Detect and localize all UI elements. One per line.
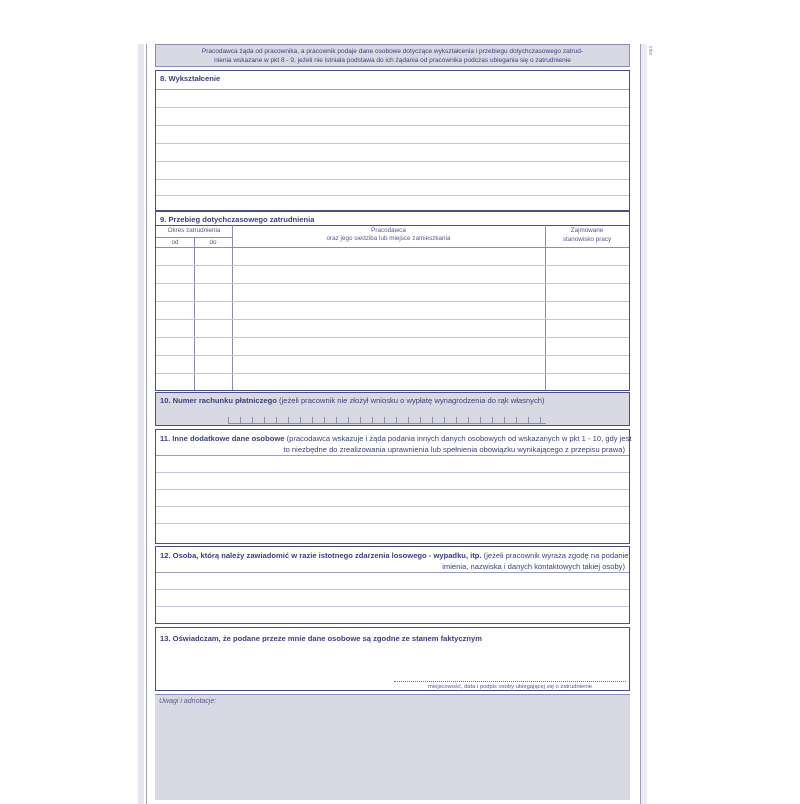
section-12-note-2: imienia, nazwiska i danych kontaktowych takiej osoby) xyxy=(442,562,625,571)
education-line[interactable] xyxy=(156,125,629,126)
section-11-title-line1 xyxy=(160,434,631,443)
edge-mark: inter xyxy=(647,46,653,56)
other-data-line[interactable] xyxy=(156,455,629,456)
table-header-bottom xyxy=(156,247,629,248)
table-row[interactable] xyxy=(156,283,629,284)
remarks-label: Uwagi i adnotacje: xyxy=(159,698,217,705)
education-line[interactable] xyxy=(156,143,629,144)
notice-line-2: nienia wskazane w pkt 8 - 9, jeżeli nie istniała podstawa do ich żądania od pracownika podczas ubiegania się o zatrudnienie xyxy=(214,57,571,64)
page-right-edge xyxy=(641,44,647,804)
table-row[interactable] xyxy=(156,337,629,338)
col-from-header: od xyxy=(171,239,179,246)
col-divider-from-to xyxy=(194,237,195,390)
education-line[interactable] xyxy=(156,89,629,90)
section-12-note-1: (jeżeli pracownik wyraża zgodę na podanie xyxy=(483,551,629,560)
col-position-header-line1: Zajmowane xyxy=(570,227,604,234)
col-divider-period-employer xyxy=(232,225,233,390)
col-employer-header-line2: oraz jego siedziba lub miejsce zamieszkania xyxy=(326,235,451,242)
notice-banner xyxy=(155,44,630,67)
section-12-emergency-contact xyxy=(155,546,630,624)
contact-line[interactable] xyxy=(156,572,629,573)
signature-caption: miejscowość, data i podpis osoby ubiegającej się o zatrudnienie xyxy=(427,684,593,690)
col-period-header: Okres zatrudnienia xyxy=(167,227,221,234)
education-line[interactable] xyxy=(156,179,629,180)
section-10-note: (jeżeli pracownik nie złożył wniosku o wypłatę wynagrodzenia do rąk własnych) xyxy=(279,396,545,405)
section-11-note-line2 xyxy=(283,445,625,454)
contact-line[interactable] xyxy=(156,589,629,590)
table-row[interactable] xyxy=(156,373,629,374)
section-12-note-line2 xyxy=(442,562,625,571)
col-position-header-line2: stanowisko pracy xyxy=(562,236,612,243)
other-data-line[interactable] xyxy=(156,506,629,507)
section-12-title-text: 12. Osoba, którą należy zawiadomić w razie istotnego zdarzenia losowego - wypadku, itp. xyxy=(160,551,482,560)
page-left-binding-line xyxy=(146,44,147,804)
section-13-declaration xyxy=(155,627,630,691)
section-11-note-2: to niezbędne do zrealizowania uprawnienia lub spełnienia obowiązku wynikającego z przepisu prawa) xyxy=(283,445,625,454)
section-10-title xyxy=(160,396,545,405)
section-11-other-data xyxy=(155,429,630,544)
signature-line[interactable] xyxy=(394,681,626,682)
section-13-title: 13. Oświadczam, że podane przeze mnie dane osobowe są zgodne ze stanem faktycznym xyxy=(160,634,482,643)
section-8-title: 8. Wykształcenie xyxy=(160,74,221,83)
other-data-line[interactable] xyxy=(156,523,629,524)
other-data-line[interactable] xyxy=(156,489,629,490)
col-to-header: do xyxy=(209,239,217,246)
table-row[interactable] xyxy=(156,355,629,356)
section-11-title-text: 11. Inne dodatkowe dane osobowe xyxy=(160,434,285,443)
section-10-bank-account xyxy=(155,392,630,426)
section-12-title-line1 xyxy=(160,551,628,560)
table-row[interactable] xyxy=(156,265,629,266)
education-line[interactable] xyxy=(156,107,629,108)
col-employer-header-line1: Pracodawca xyxy=(371,227,406,234)
account-number-field[interactable] xyxy=(228,417,546,424)
table-row[interactable] xyxy=(156,319,629,320)
other-data-line[interactable] xyxy=(156,472,629,473)
page-left-edge xyxy=(138,44,144,804)
contact-line[interactable] xyxy=(156,606,629,607)
table-row[interactable] xyxy=(156,301,629,302)
section-9-employment-history xyxy=(155,211,630,391)
education-line[interactable] xyxy=(156,161,629,162)
section-10-title-text: 10. Numer rachunku płatniczego xyxy=(160,396,277,405)
education-line[interactable] xyxy=(156,195,629,196)
section-8-education xyxy=(155,70,630,211)
remarks-box[interactable] xyxy=(155,694,630,800)
col-divider-employer-position xyxy=(545,225,546,390)
section-9-title: 9. Przebieg dotychczasowego zatrudnienia xyxy=(160,215,315,224)
section-11-note-1: (pracodawca wskazuje i żąda podania innych danych osobowych od wskazanych w pkt 1 - 10, gdy jest xyxy=(286,434,632,443)
header-divider xyxy=(156,225,629,226)
notice-line-1: Pracodawca żąda od pracownika, a pracownik podaje dane osobowe dotyczące wykształcenia i przebiegu dotychczasowego zatrud- xyxy=(201,48,584,55)
